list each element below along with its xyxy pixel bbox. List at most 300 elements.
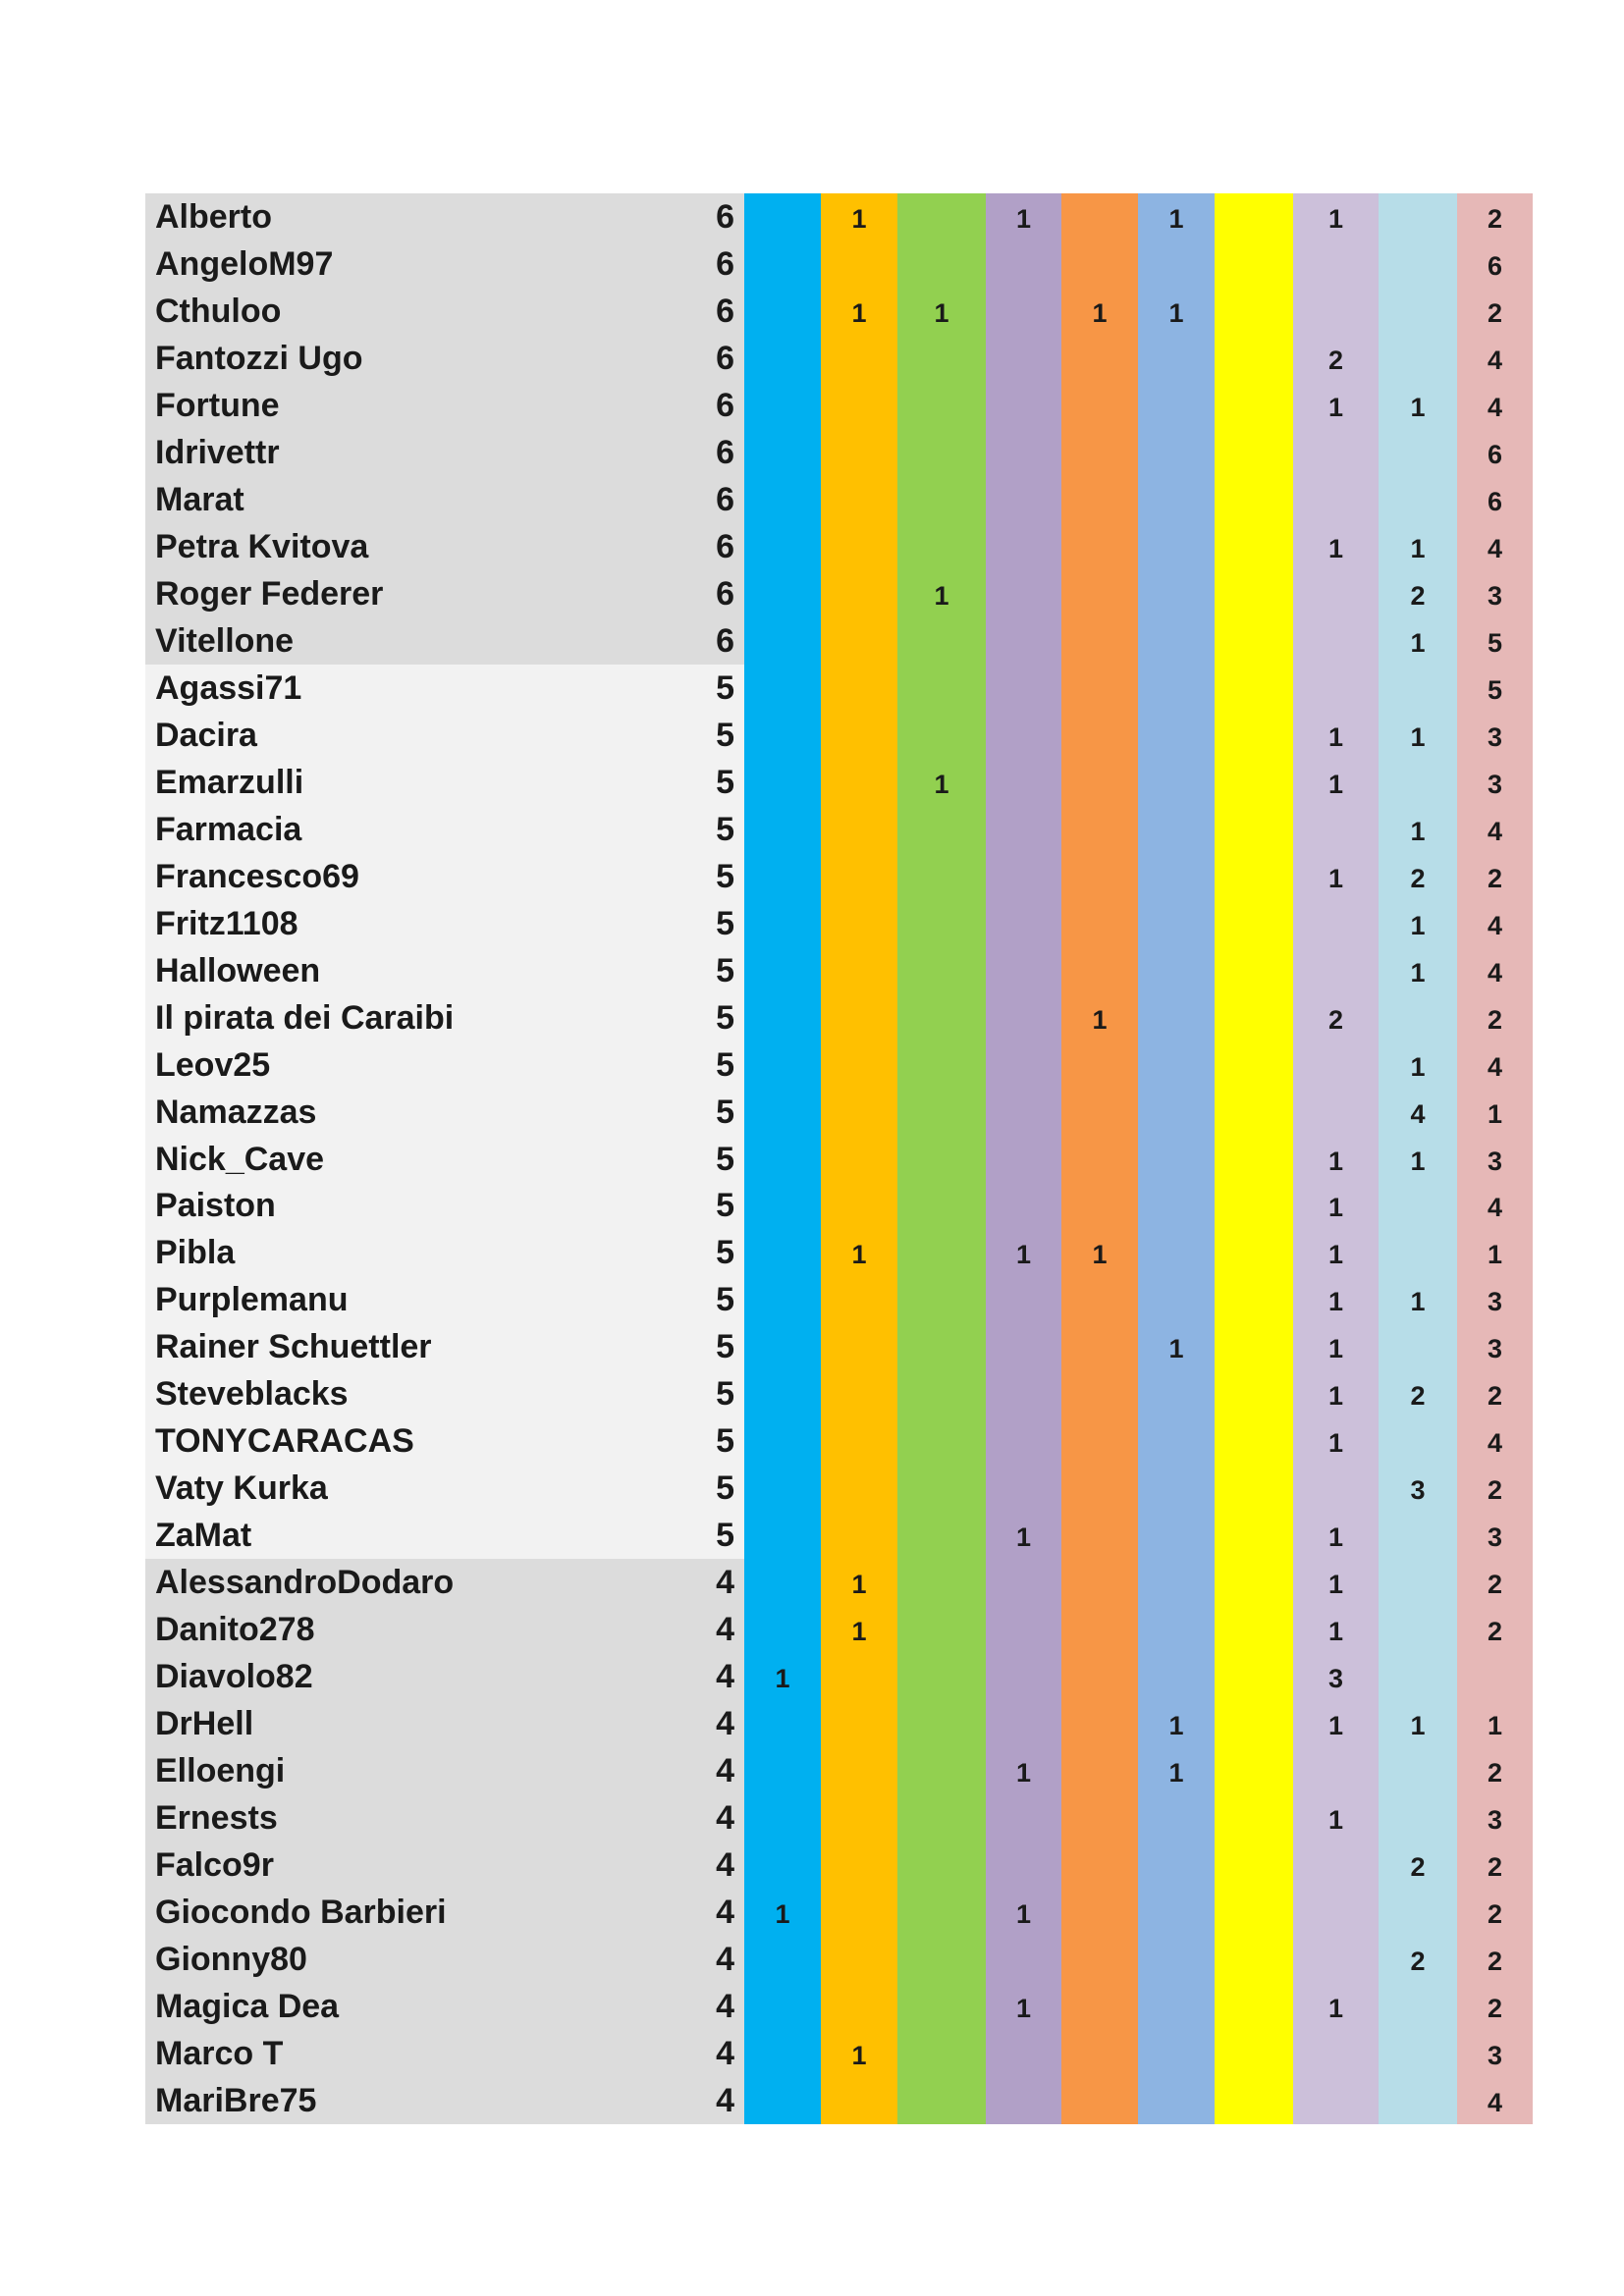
category-cell-2 (821, 1749, 897, 1796)
category-cell-10: 4 (1487, 816, 1503, 846)
player-name: Francesco69 (155, 857, 359, 895)
category-cell-9: 2 (1410, 580, 1426, 611)
table-row (145, 1512, 1533, 1559)
category-cell-7 (1215, 337, 1293, 384)
category-cell-9 (1379, 478, 1457, 525)
category-cell-7 (1215, 1372, 1293, 1419)
category-cell-4 (986, 2032, 1061, 2079)
table-row (145, 617, 1533, 665)
category-cell-8: 1 (1327, 1334, 1344, 1364)
category-cell-2: 1 (851, 1617, 867, 1647)
standings-table (145, 193, 1533, 2124)
category-cell-1 (744, 855, 821, 902)
category-cell-6 (1138, 1372, 1215, 1419)
category-cell-10: 5 (1487, 627, 1503, 658)
category-cell-5 (1061, 1938, 1138, 1985)
category-cell-8: 1 (1327, 863, 1344, 893)
player-name: Falco9r (155, 1846, 274, 1885)
category-cell-3 (897, 1796, 986, 1843)
category-cell-5 (1061, 1325, 1138, 1372)
category-cell-8: 2 (1327, 1004, 1344, 1035)
player-score: 4 (716, 1564, 734, 1602)
category-cell-6 (1138, 384, 1215, 431)
category-cell-3 (897, 1514, 986, 1561)
category-cell-10: 5 (1487, 674, 1503, 705)
category-cell-7 (1215, 1043, 1293, 1091)
category-cell-1 (744, 1938, 821, 1985)
category-cell-8: 1 (1327, 1570, 1344, 1600)
category-cell-3 (897, 1561, 986, 1608)
category-cell-10: 1 (1487, 1240, 1503, 1270)
table-row (145, 1136, 1533, 1183)
category-cell-4 (986, 1843, 1061, 1891)
category-cell-10: 3 (1487, 1287, 1503, 1317)
category-cell-10: 4 (1487, 1193, 1503, 1223)
table-row (145, 570, 1533, 617)
category-cell-8 (1293, 949, 1379, 996)
category-cell-5 (1061, 808, 1138, 855)
category-cell-9 (1379, 1608, 1457, 1655)
category-cell-8: 1 (1327, 1287, 1344, 1317)
category-cell-4 (986, 431, 1061, 478)
category-cell-10: 3 (1487, 721, 1503, 752)
category-cell-8: 1 (1327, 1805, 1344, 1836)
player-name: Elloengi (155, 1752, 286, 1790)
category-cell-2 (821, 242, 897, 290)
category-cell-5 (1061, 195, 1138, 242)
category-cell-3 (897, 1325, 986, 1372)
table-row (145, 1983, 1533, 2030)
player-score: 5 (716, 1187, 734, 1225)
category-cell-1 (744, 572, 821, 619)
category-cell-1 (744, 808, 821, 855)
category-cell-1 (744, 949, 821, 996)
category-cell-9 (1379, 667, 1457, 714)
category-cell-6 (1138, 1419, 1215, 1467)
category-cell-7 (1215, 619, 1293, 667)
category-cell-6 (1138, 2032, 1215, 2079)
player-name: DrHell (155, 1705, 254, 1743)
table-row (145, 523, 1533, 570)
category-cell-6 (1138, 714, 1215, 761)
category-cell-8: 1 (1327, 721, 1344, 752)
category-cell-10: 2 (1487, 1758, 1503, 1789)
player-name: Gionny80 (155, 1941, 307, 1979)
category-cell-7 (1215, 1608, 1293, 1655)
category-cell-7 (1215, 290, 1293, 337)
category-cell-2 (821, 1891, 897, 1938)
player-score: 6 (716, 480, 734, 518)
category-cell-5 (1061, 1702, 1138, 1749)
category-cell-4 (986, 619, 1061, 667)
category-cell-10: 2 (1487, 1004, 1503, 1035)
player-name: AngeloM97 (155, 244, 334, 283)
player-name: Magica Dea (155, 1988, 340, 2026)
category-cell-3 (897, 1138, 986, 1185)
category-cell-6 (1138, 1985, 1215, 2032)
player-score: 5 (716, 1375, 734, 1414)
category-cell-1 (744, 384, 821, 431)
category-cell-1 (744, 1749, 821, 1796)
category-cell-9 (1379, 1231, 1457, 1278)
category-cell-3 (897, 619, 986, 667)
category-cell-7 (1215, 949, 1293, 996)
category-cell-4 (986, 855, 1061, 902)
table-row (145, 2030, 1533, 2077)
category-cell-5 (1061, 619, 1138, 667)
category-cell-7 (1215, 1419, 1293, 1467)
category-cell-7 (1215, 1655, 1293, 1702)
category-cell-9: 1 (1410, 392, 1426, 422)
player-score: 4 (716, 1846, 734, 1885)
category-cell-8 (1293, 2032, 1379, 2079)
category-cell-7 (1215, 478, 1293, 525)
category-cell-10: 6 (1487, 250, 1503, 281)
category-cell-7 (1215, 902, 1293, 949)
player-name: Agassi71 (155, 668, 302, 707)
category-cell-7 (1215, 1325, 1293, 1372)
player-score: 4 (716, 1611, 734, 1649)
category-cell-3 (897, 996, 986, 1043)
category-cell-3 (897, 1278, 986, 1325)
category-cell-9: 1 (1410, 957, 1426, 988)
category-cell-6 (1138, 1655, 1215, 1702)
category-cell-3 (897, 1655, 986, 1702)
category-cell-6 (1138, 1467, 1215, 1514)
category-cell-6 (1138, 1043, 1215, 1091)
category-cell-3 (897, 1702, 986, 1749)
table-row (145, 1229, 1533, 1276)
category-cell-9: 1 (1410, 1051, 1426, 1082)
category-cell-1 (744, 1091, 821, 1138)
category-cell-6 (1138, 1796, 1215, 1843)
category-cell-9: 4 (1410, 1098, 1426, 1129)
category-cell-7 (1215, 1138, 1293, 1185)
player-score: 5 (716, 668, 734, 707)
category-cell-1 (744, 1138, 821, 1185)
table-row (145, 1276, 1533, 1323)
category-cell-5 (1061, 1043, 1138, 1091)
category-cell-1 (744, 1278, 821, 1325)
category-cell-2 (821, 1278, 897, 1325)
category-cell-2: 1 (851, 204, 867, 234)
category-cell-1: 1 (775, 1899, 790, 1930)
category-cell-2: 1 (851, 2041, 867, 2071)
category-cell-10: 1 (1487, 1711, 1503, 1741)
category-cell-9 (1379, 1419, 1457, 1467)
category-cell-3 (897, 525, 986, 572)
category-cell-6 (1138, 949, 1215, 996)
player-score: 5 (716, 810, 734, 848)
category-cell-1 (744, 195, 821, 242)
category-cell-5 (1061, 572, 1138, 619)
category-cell-5: 1 (1092, 1004, 1108, 1035)
category-cell-2 (821, 996, 897, 1043)
category-cell-2: 1 (851, 1570, 867, 1600)
category-cell-3 (897, 1938, 986, 1985)
table-row (145, 759, 1533, 806)
category-cell-10: 2 (1487, 1947, 1503, 1977)
category-cell-9 (1379, 1184, 1457, 1231)
table-row (145, 1700, 1533, 1747)
category-cell-7 (1215, 1514, 1293, 1561)
category-cell-3 (897, 384, 986, 431)
category-cell-1 (744, 1043, 821, 1091)
category-cell-9 (1379, 761, 1457, 808)
category-cell-5 (1061, 1891, 1138, 1938)
category-cell-2 (821, 1138, 897, 1185)
category-cell-8: 3 (1327, 1664, 1344, 1694)
category-cell-3 (897, 1749, 986, 1796)
player-name: Danito278 (155, 1611, 315, 1649)
category-cell-3 (897, 195, 986, 242)
category-cell-4 (986, 2079, 1061, 2126)
category-cell-4 (986, 525, 1061, 572)
category-cell-6 (1138, 902, 1215, 949)
player-score: 5 (716, 1045, 734, 1084)
player-score: 4 (716, 1894, 734, 1932)
category-cell-9 (1379, 1796, 1457, 1843)
player-name: Roger Federer (155, 574, 384, 613)
category-cell-3 (897, 1419, 986, 1467)
category-cell-4 (986, 1938, 1061, 1985)
player-score: 6 (716, 198, 734, 236)
category-cell-1 (744, 1372, 821, 1419)
category-cell-2 (821, 1843, 897, 1891)
category-cell-10: 2 (1487, 863, 1503, 893)
category-cell-10: 3 (1487, 769, 1503, 799)
category-cell-4 (986, 1325, 1061, 1372)
category-cell-8: 1 (1327, 1522, 1344, 1553)
category-cell-5 (1061, 1278, 1138, 1325)
category-cell-6 (1138, 242, 1215, 290)
category-cell-10: 2 (1487, 1475, 1503, 1506)
category-cell-6 (1138, 2079, 1215, 2126)
category-cell-5 (1061, 431, 1138, 478)
category-cell-10: 3 (1487, 1805, 1503, 1836)
category-cell-4 (986, 1796, 1061, 1843)
table-row (145, 1370, 1533, 1417)
category-cell-5 (1061, 1655, 1138, 1702)
category-cell-3 (897, 478, 986, 525)
player-name: Giocondo Barbieri (155, 1894, 447, 1932)
category-cell-1 (744, 1702, 821, 1749)
category-cell-6 (1138, 1184, 1215, 1231)
category-cell-2: 1 (851, 297, 867, 328)
table-row (145, 335, 1533, 382)
table-row (145, 240, 1533, 288)
player-name: Il pirata dei Caraibi (155, 998, 455, 1037)
category-cell-1 (744, 619, 821, 667)
category-cell-4 (986, 761, 1061, 808)
category-cell-9 (1379, 242, 1457, 290)
category-cell-9: 2 (1410, 1381, 1426, 1412)
category-cell-7 (1215, 1749, 1293, 1796)
table-row (145, 1842, 1533, 1889)
category-cell-2 (821, 431, 897, 478)
category-cell-9 (1379, 996, 1457, 1043)
player-name: Nick_Cave (155, 1140, 325, 1178)
category-cell-7 (1215, 384, 1293, 431)
category-cell-6 (1138, 1891, 1215, 1938)
category-cell-9: 2 (1410, 863, 1426, 893)
category-cell-5 (1061, 525, 1138, 572)
category-cell-8: 1 (1327, 204, 1344, 234)
category-cell-3 (897, 1231, 986, 1278)
category-cell-2 (821, 1419, 897, 1467)
player-name: Idrivettr (155, 433, 280, 471)
category-cell-9 (1379, 2032, 1457, 2079)
table-row (145, 1936, 1533, 1983)
category-cell-2 (821, 619, 897, 667)
category-cell-6 (1138, 572, 1215, 619)
category-cell-9: 2 (1410, 1852, 1426, 1883)
table-row (145, 1182, 1533, 1229)
category-cell-10: 3 (1487, 580, 1503, 611)
player-score: 4 (716, 1941, 734, 1979)
category-cell-8 (1293, 2079, 1379, 2126)
category-cell-1 (744, 478, 821, 525)
category-cell-6 (1138, 761, 1215, 808)
player-name: Marat (155, 480, 244, 518)
category-cell-4: 1 (1015, 1240, 1032, 1270)
category-cell-6 (1138, 1278, 1215, 1325)
category-cell-4 (986, 1372, 1061, 1419)
category-cell-3 (897, 808, 986, 855)
category-cell-4 (986, 1561, 1061, 1608)
category-cell-6 (1138, 1561, 1215, 1608)
category-cell-5 (1061, 1608, 1138, 1655)
category-cell-4 (986, 572, 1061, 619)
category-cell-3 (897, 855, 986, 902)
category-cell-4 (986, 1702, 1061, 1749)
category-cell-2 (821, 1796, 897, 1843)
category-cell-2 (821, 337, 897, 384)
category-cell-1 (744, 290, 821, 337)
category-cell-9: 1 (1410, 533, 1426, 563)
table-row (145, 1794, 1533, 1842)
player-name: Steveblacks (155, 1375, 349, 1414)
player-name: Fantozzi Ugo (155, 339, 363, 377)
player-score: 5 (716, 763, 734, 801)
category-cell-6 (1138, 478, 1215, 525)
player-score: 5 (716, 1140, 734, 1178)
category-cell-8 (1293, 619, 1379, 667)
category-cell-5 (1061, 1467, 1138, 1514)
table-row (145, 288, 1533, 335)
player-name: AlessandroDodaro (155, 1564, 455, 1602)
category-cell-8: 1 (1327, 392, 1344, 422)
category-cell-4 (986, 290, 1061, 337)
table-row (145, 1606, 1533, 1653)
category-cell-9 (1379, 1655, 1457, 1702)
player-score: 6 (716, 386, 734, 424)
category-cell-2 (821, 949, 897, 996)
category-cell-10: 4 (1487, 392, 1503, 422)
category-cell-4: 1 (1015, 1899, 1032, 1930)
category-cell-4 (986, 949, 1061, 996)
category-cell-5 (1061, 1843, 1138, 1891)
category-cell-8 (1293, 431, 1379, 478)
category-cell-7 (1215, 808, 1293, 855)
category-cell-7 (1215, 1231, 1293, 1278)
category-cell-5 (1061, 667, 1138, 714)
category-cell-1 (744, 1985, 821, 2032)
player-name: Fritz1108 (155, 904, 298, 942)
category-cell-7 (1215, 1561, 1293, 1608)
category-cell-6 (1138, 1138, 1215, 1185)
category-cell-4 (986, 1091, 1061, 1138)
category-cell-9: 2 (1410, 1947, 1426, 1977)
category-cell-8 (1293, 1891, 1379, 1938)
table-row (145, 853, 1533, 900)
category-cell-5 (1061, 761, 1138, 808)
category-cell-10: 2 (1487, 1899, 1503, 1930)
category-cell-8 (1293, 808, 1379, 855)
category-cell-1 (744, 525, 821, 572)
category-cell-10: 4 (1487, 345, 1503, 375)
category-cell-9: 1 (1410, 910, 1426, 940)
category-cell-2 (821, 1938, 897, 1985)
category-cell-5: 1 (1092, 1240, 1108, 1270)
category-cell-9: 1 (1410, 816, 1426, 846)
category-cell-10: 2 (1487, 297, 1503, 328)
table-row (145, 947, 1533, 994)
player-score: 5 (716, 1422, 734, 1461)
category-cell-4 (986, 808, 1061, 855)
category-cell-9 (1379, 1749, 1457, 1796)
table-row (145, 665, 1533, 712)
category-cell-3 (897, 902, 986, 949)
category-cell-2 (821, 855, 897, 902)
category-cell-10: 4 (1487, 1428, 1503, 1459)
category-cell-1 (744, 1231, 821, 1278)
table-row (145, 1465, 1533, 1512)
category-cell-1 (744, 1608, 821, 1655)
player-name: Pibla (155, 1234, 236, 1272)
player-score: 5 (716, 857, 734, 895)
category-cell-7 (1215, 1278, 1293, 1325)
category-cell-7 (1215, 1985, 1293, 2032)
table-row (145, 712, 1533, 759)
name-cell-background (145, 1229, 744, 1276)
category-cell-1: 1 (775, 1664, 790, 1694)
category-cell-6 (1138, 808, 1215, 855)
category-cell-8 (1293, 1467, 1379, 1514)
category-cell-3 (897, 667, 986, 714)
category-cell-10 (1457, 1655, 1533, 1702)
category-cell-10: 3 (1487, 1334, 1503, 1364)
table-row (145, 2077, 1533, 2124)
category-cell-5 (1061, 337, 1138, 384)
category-cell-8: 1 (1327, 1240, 1344, 1270)
category-cell-4 (986, 1184, 1061, 1231)
category-cell-2 (821, 384, 897, 431)
category-cell-1 (744, 902, 821, 949)
category-cell-2 (821, 2079, 897, 2126)
player-score: 5 (716, 1093, 734, 1131)
category-cell-10: 2 (1487, 204, 1503, 234)
category-cell-9 (1379, 431, 1457, 478)
category-cell-5 (1061, 2032, 1138, 2079)
category-cell-5 (1061, 1091, 1138, 1138)
category-cell-1 (744, 761, 821, 808)
category-cell-9 (1379, 1514, 1457, 1561)
category-cell-8 (1293, 1843, 1379, 1891)
category-cell-7 (1215, 1891, 1293, 1938)
category-cell-9 (1379, 1325, 1457, 1372)
category-cell-7 (1215, 431, 1293, 478)
